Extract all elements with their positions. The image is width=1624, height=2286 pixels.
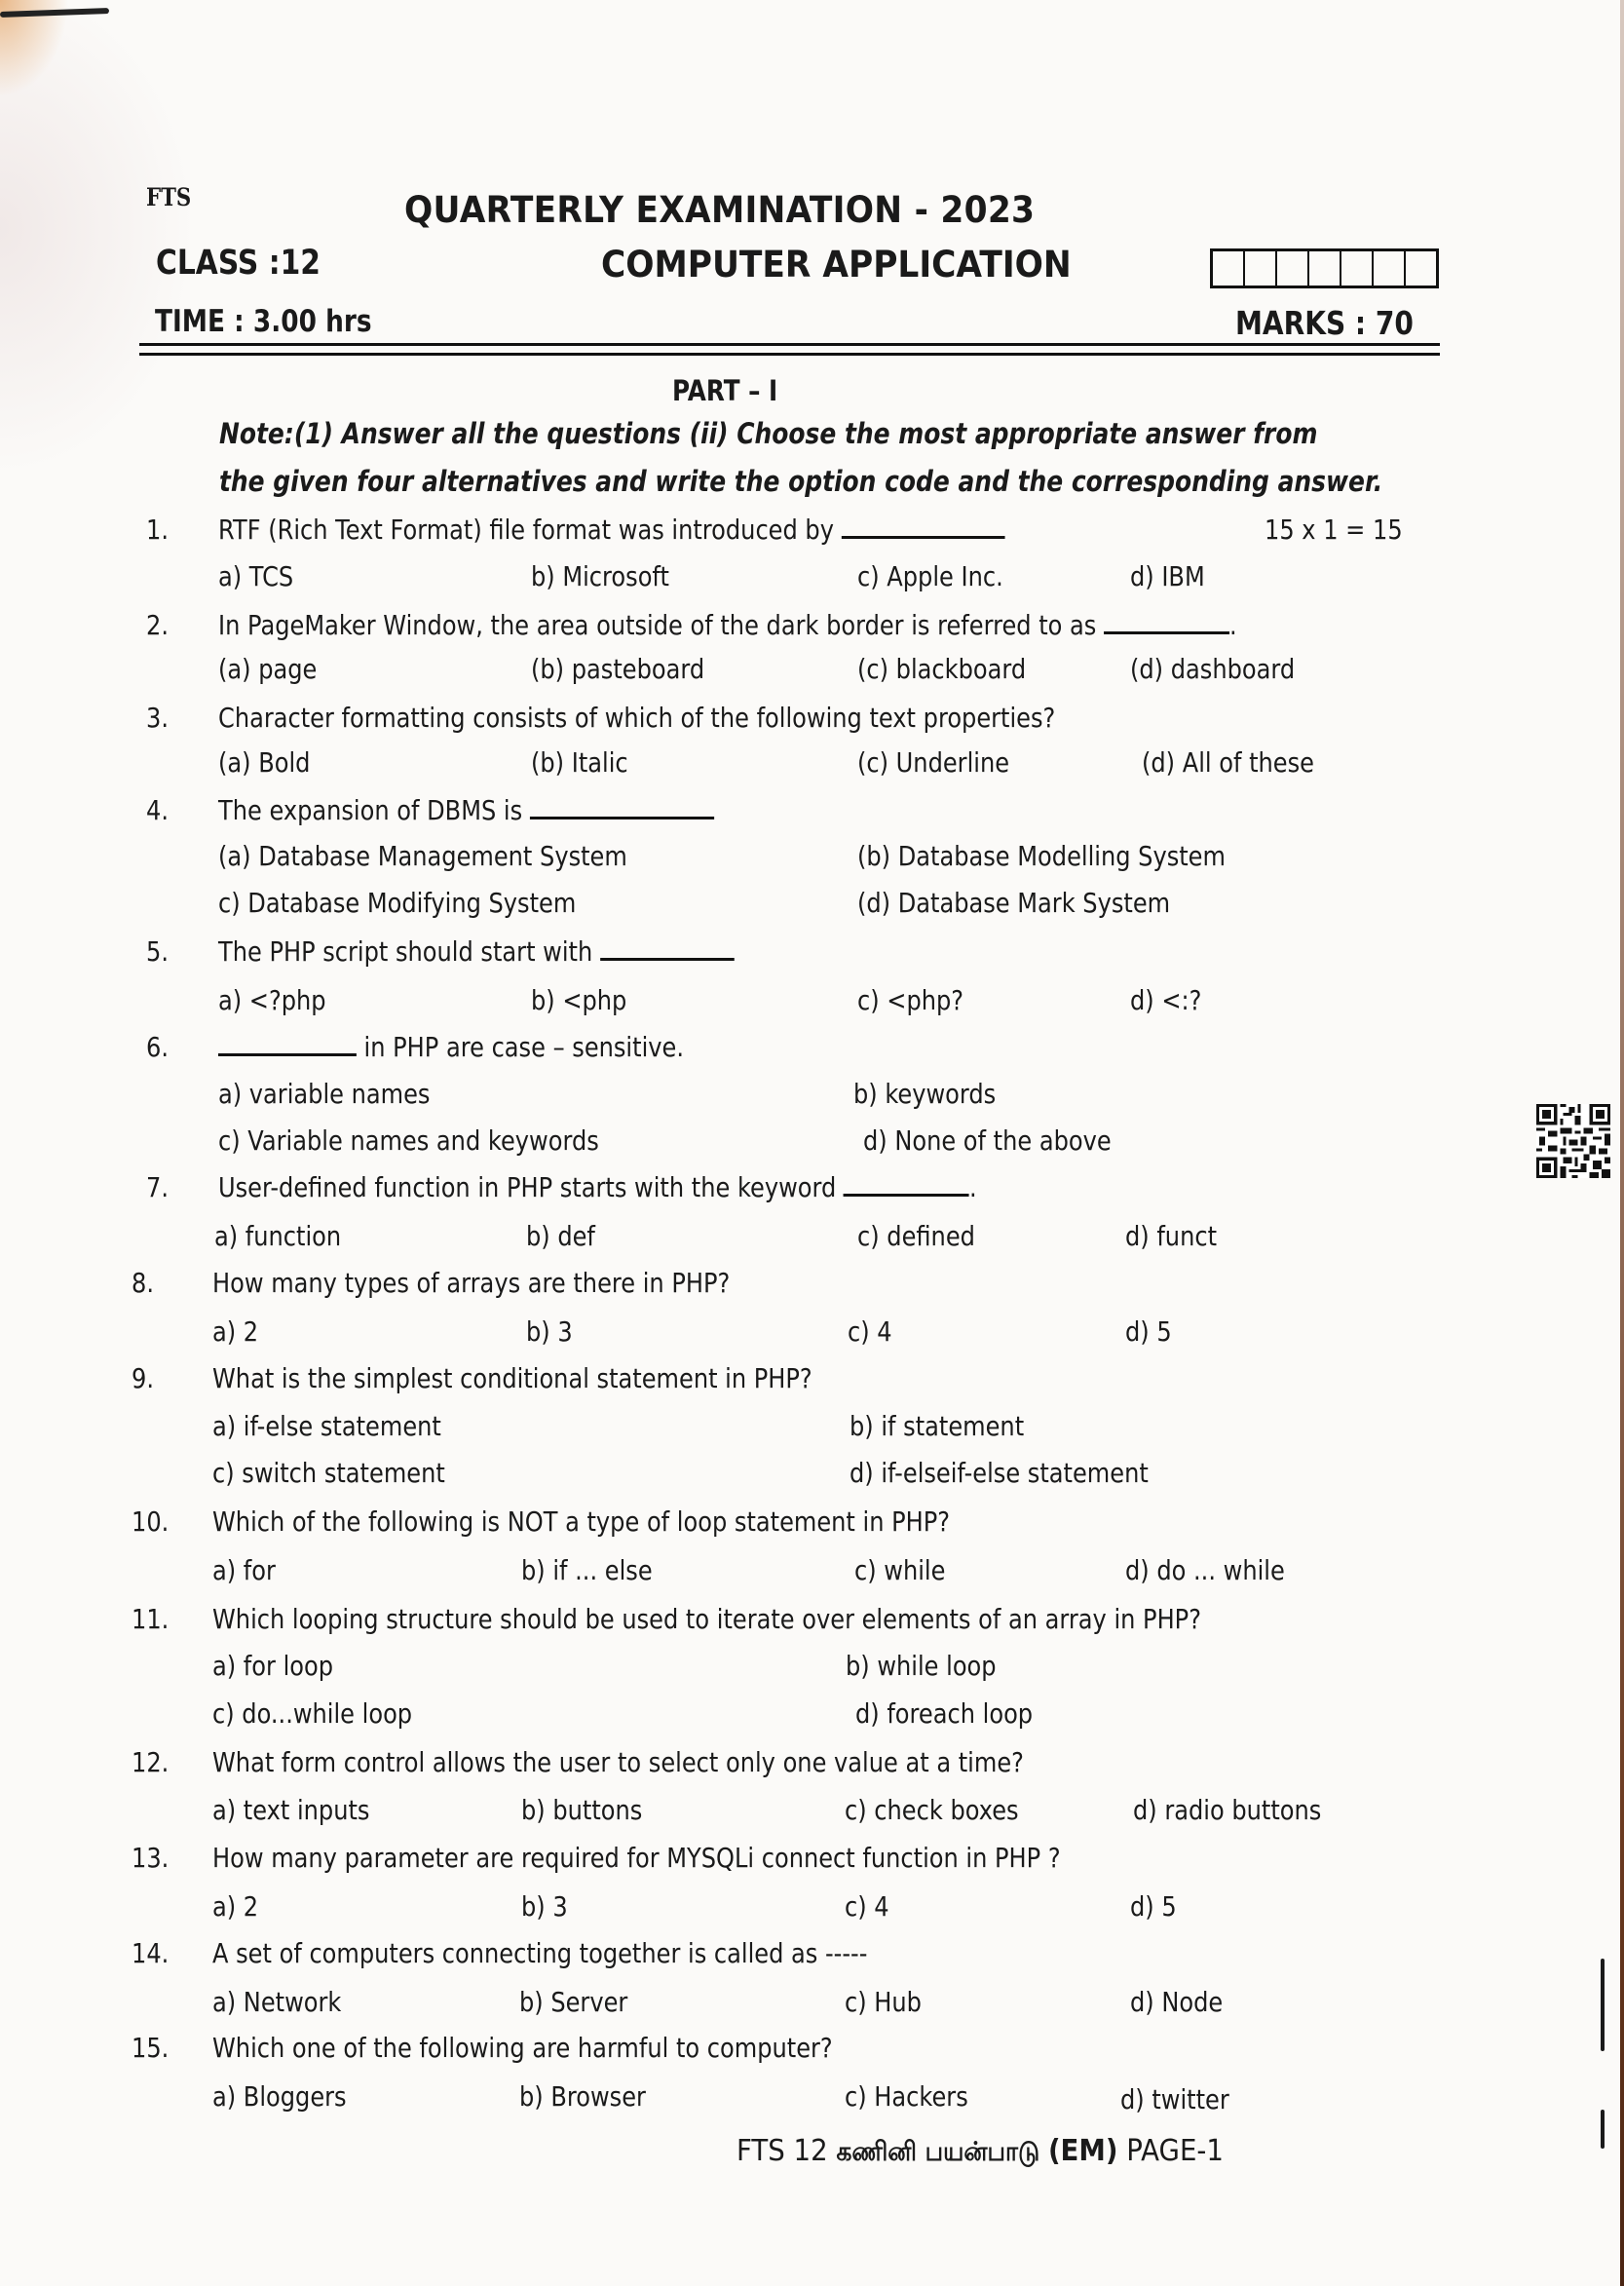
option-b: b) if statement [850,1410,1025,1442]
option-d: (d) Database Mark System [857,887,1171,919]
footer-medium: (EM) [1047,2134,1118,2168]
question-number: 7. [146,1171,169,1203]
option-b: (b) pasteboard [531,653,705,685]
option-b: b) Browser [519,2080,646,2113]
question-text-content: in PHP are case – sensitive. [363,1031,684,1063]
option-d: d) Node [1130,1986,1224,2018]
option-c: c) Hackers [845,2080,968,2113]
time-label: TIME : 3.00 hrs [155,304,372,339]
question-number: 13. [132,1842,170,1874]
option-a: (a) page [218,653,318,685]
question-text: A set of computers connecting together is called as ----- [212,1937,868,1969]
answer-blank [600,957,735,961]
subject-title: COMPUTER APPLICATION [601,244,1072,286]
option-b: b) buttons [521,1794,643,1826]
option-a: a) <?php [218,984,326,1016]
option-c: (c) blackboard [857,653,1027,685]
question-number: 1. [146,514,169,546]
option-b: b) Microsoft [531,560,669,592]
question-number: 8. [132,1267,154,1299]
footer-tamil-subject: கணினி பயன்பாடு [836,2137,1040,2167]
register-cell [1245,251,1277,286]
register-cell [1341,251,1374,286]
option-d: d) do ... while [1125,1554,1285,1586]
option-c: c) Apple Inc. [857,560,1003,592]
option-b: b) 3 [526,1315,573,1348]
option-c: c) switch statement [212,1457,445,1489]
option-b: b) Server [519,1986,628,2018]
question-number: 4. [146,794,169,826]
option-b: (b) Italic [531,746,628,779]
option-c: c) while [854,1554,946,1586]
option-d: d) radio buttons [1133,1794,1322,1826]
option-d: d) foreach loop [855,1697,1034,1730]
header-divider [139,353,1440,356]
register-number-box [1210,248,1439,288]
question-text [218,935,735,968]
option-c: c) check boxes [845,1794,1019,1826]
option-b: b) def [526,1220,595,1252]
question-number: 6. [146,1031,169,1063]
option-a: a) text inputs [212,1794,370,1826]
qr-code-icon [1536,1104,1610,1178]
question-number: 2. [146,609,169,641]
option-d: (d) All of these [1142,746,1314,779]
option-d: (d) dashboard [1130,653,1296,685]
option-a: a) variable names [218,1078,431,1110]
margin-mark [1601,1959,1605,2051]
option-b: b) if ... else [521,1554,653,1586]
margin-mark [1601,2110,1605,2149]
option-c: c) Hub [845,1986,922,2018]
answer-blank [842,535,1005,539]
marks-label: MARKS : 70 [1235,304,1414,342]
question-text [218,514,1004,546]
option-a: a) function [214,1220,342,1252]
question-number: 15. [132,2032,170,2064]
question-text: In PageMaker Window, the area outside of the dark border is referred to as . [218,609,1237,641]
footer-page-number: PAGE-1 [1126,2134,1224,2168]
option-d: d) IBM [1130,560,1205,592]
question-number: 5. [146,935,169,968]
org-label: FTS [146,183,192,211]
part-title: PART – I [672,374,778,407]
option-d: d) 5 [1125,1315,1172,1348]
question-text: Which looping structure should be used to iterate over elements of an array in PHP? [212,1603,1201,1635]
class-label: CLASS :12 [156,244,321,283]
answer-blank [844,1193,969,1197]
option-b: b) keywords [853,1078,997,1110]
option-a: a) for [212,1554,276,1586]
option-a: a) 2 [212,1890,259,1923]
question-text [218,794,714,826]
option-b: b) 3 [521,1890,568,1923]
question-number: 10. [132,1505,170,1538]
exam-title: QUARTERLY EXAMINATION - 2023 [404,189,1036,231]
question-text: What form control allows the user to select only one value at a time? [212,1746,1024,1778]
page-footer [736,2134,1224,2171]
question-text: What is the simplest conditional statement in PHP? [212,1362,812,1394]
register-cell [1374,251,1406,286]
option-b: b) while loop [846,1650,997,1682]
question-text [218,1031,684,1063]
option-a: (a) Database Management System [218,840,627,872]
question-number: 14. [132,1937,170,1969]
register-cell [1406,251,1436,286]
question-number: 12. [132,1746,170,1778]
option-c: (c) Underline [857,746,1010,779]
question-text-content: The expansion of DBMS is [218,794,523,826]
register-cell [1309,251,1341,286]
question-text-content: The PHP script should start with [218,935,593,968]
page-right-edge [1620,0,1624,2286]
option-a: a) for loop [212,1650,334,1682]
instructions-line-2: the given four alternatives and write the option code and the corresponding answer. [219,465,1383,498]
answer-blank [1104,630,1229,634]
question-number: 9. [132,1362,154,1394]
option-a: (a) Bold [218,746,311,779]
answer-blank [530,816,714,819]
register-cell [1213,251,1245,286]
marks-allocation: 15 x 1 = 15 [1265,514,1403,546]
option-d: d) if-elseif-else statement [850,1457,1149,1489]
question-text: User-defined function in PHP starts with the keyword . [218,1171,977,1203]
question-text: Character formatting consists of which of the following text properties? [218,702,1056,734]
question-text: Which one of the following are harmful to computer? [212,2032,833,2064]
question-text: How many types of arrays are there in PHP? [212,1267,731,1299]
question-text: Which of the following is NOT a type of loop statement in PHP? [212,1505,951,1538]
footer-prefix: FTS 12 [736,2134,828,2168]
option-b: (b) Database Modelling System [857,840,1226,872]
option-a: a) Bloggers [212,2080,347,2113]
option-c: c) 4 [845,1890,889,1923]
option-c: c) defined [857,1220,975,1252]
option-c: c) Database Modifying System [218,887,577,919]
register-cell [1277,251,1309,286]
question-number: 11. [132,1603,170,1635]
option-c: c) 4 [848,1315,892,1348]
option-c: c) <php? [857,984,964,1016]
option-d: d) None of the above [863,1124,1112,1157]
option-c: c) Variable names and keywords [218,1124,599,1157]
option-a: a) 2 [212,1315,259,1348]
header-divider [139,343,1440,346]
question-text: How many parameter are required for MYSQLi connect function in PHP ? [212,1842,1061,1874]
option-a: a) TCS [218,560,294,592]
option-c: c) do...while loop [212,1697,413,1730]
question-number: 3. [146,702,169,734]
question-text-content: User-defined function in PHP starts with the keyword [218,1171,837,1203]
option-d: d) <:? [1130,984,1202,1016]
option-a: a) if-else statement [212,1410,441,1442]
instructions-line-1: Note:(1) Answer all the questions (ii) Choose the most appropriate answer from [219,417,1318,450]
option-d: d) funct [1125,1220,1218,1252]
answer-blank [218,1052,357,1056]
question-text-content: In PageMaker Window, the area outside of the dark border is referred to as [218,609,1097,641]
option-d: d) 5 [1130,1890,1177,1923]
option-b: b) <php [531,984,627,1016]
option-d: d) twitter [1120,2083,1229,2115]
question-text-content: RTF (Rich Text Format) file format was introduced by [218,514,834,546]
option-a: a) Network [212,1986,342,2018]
